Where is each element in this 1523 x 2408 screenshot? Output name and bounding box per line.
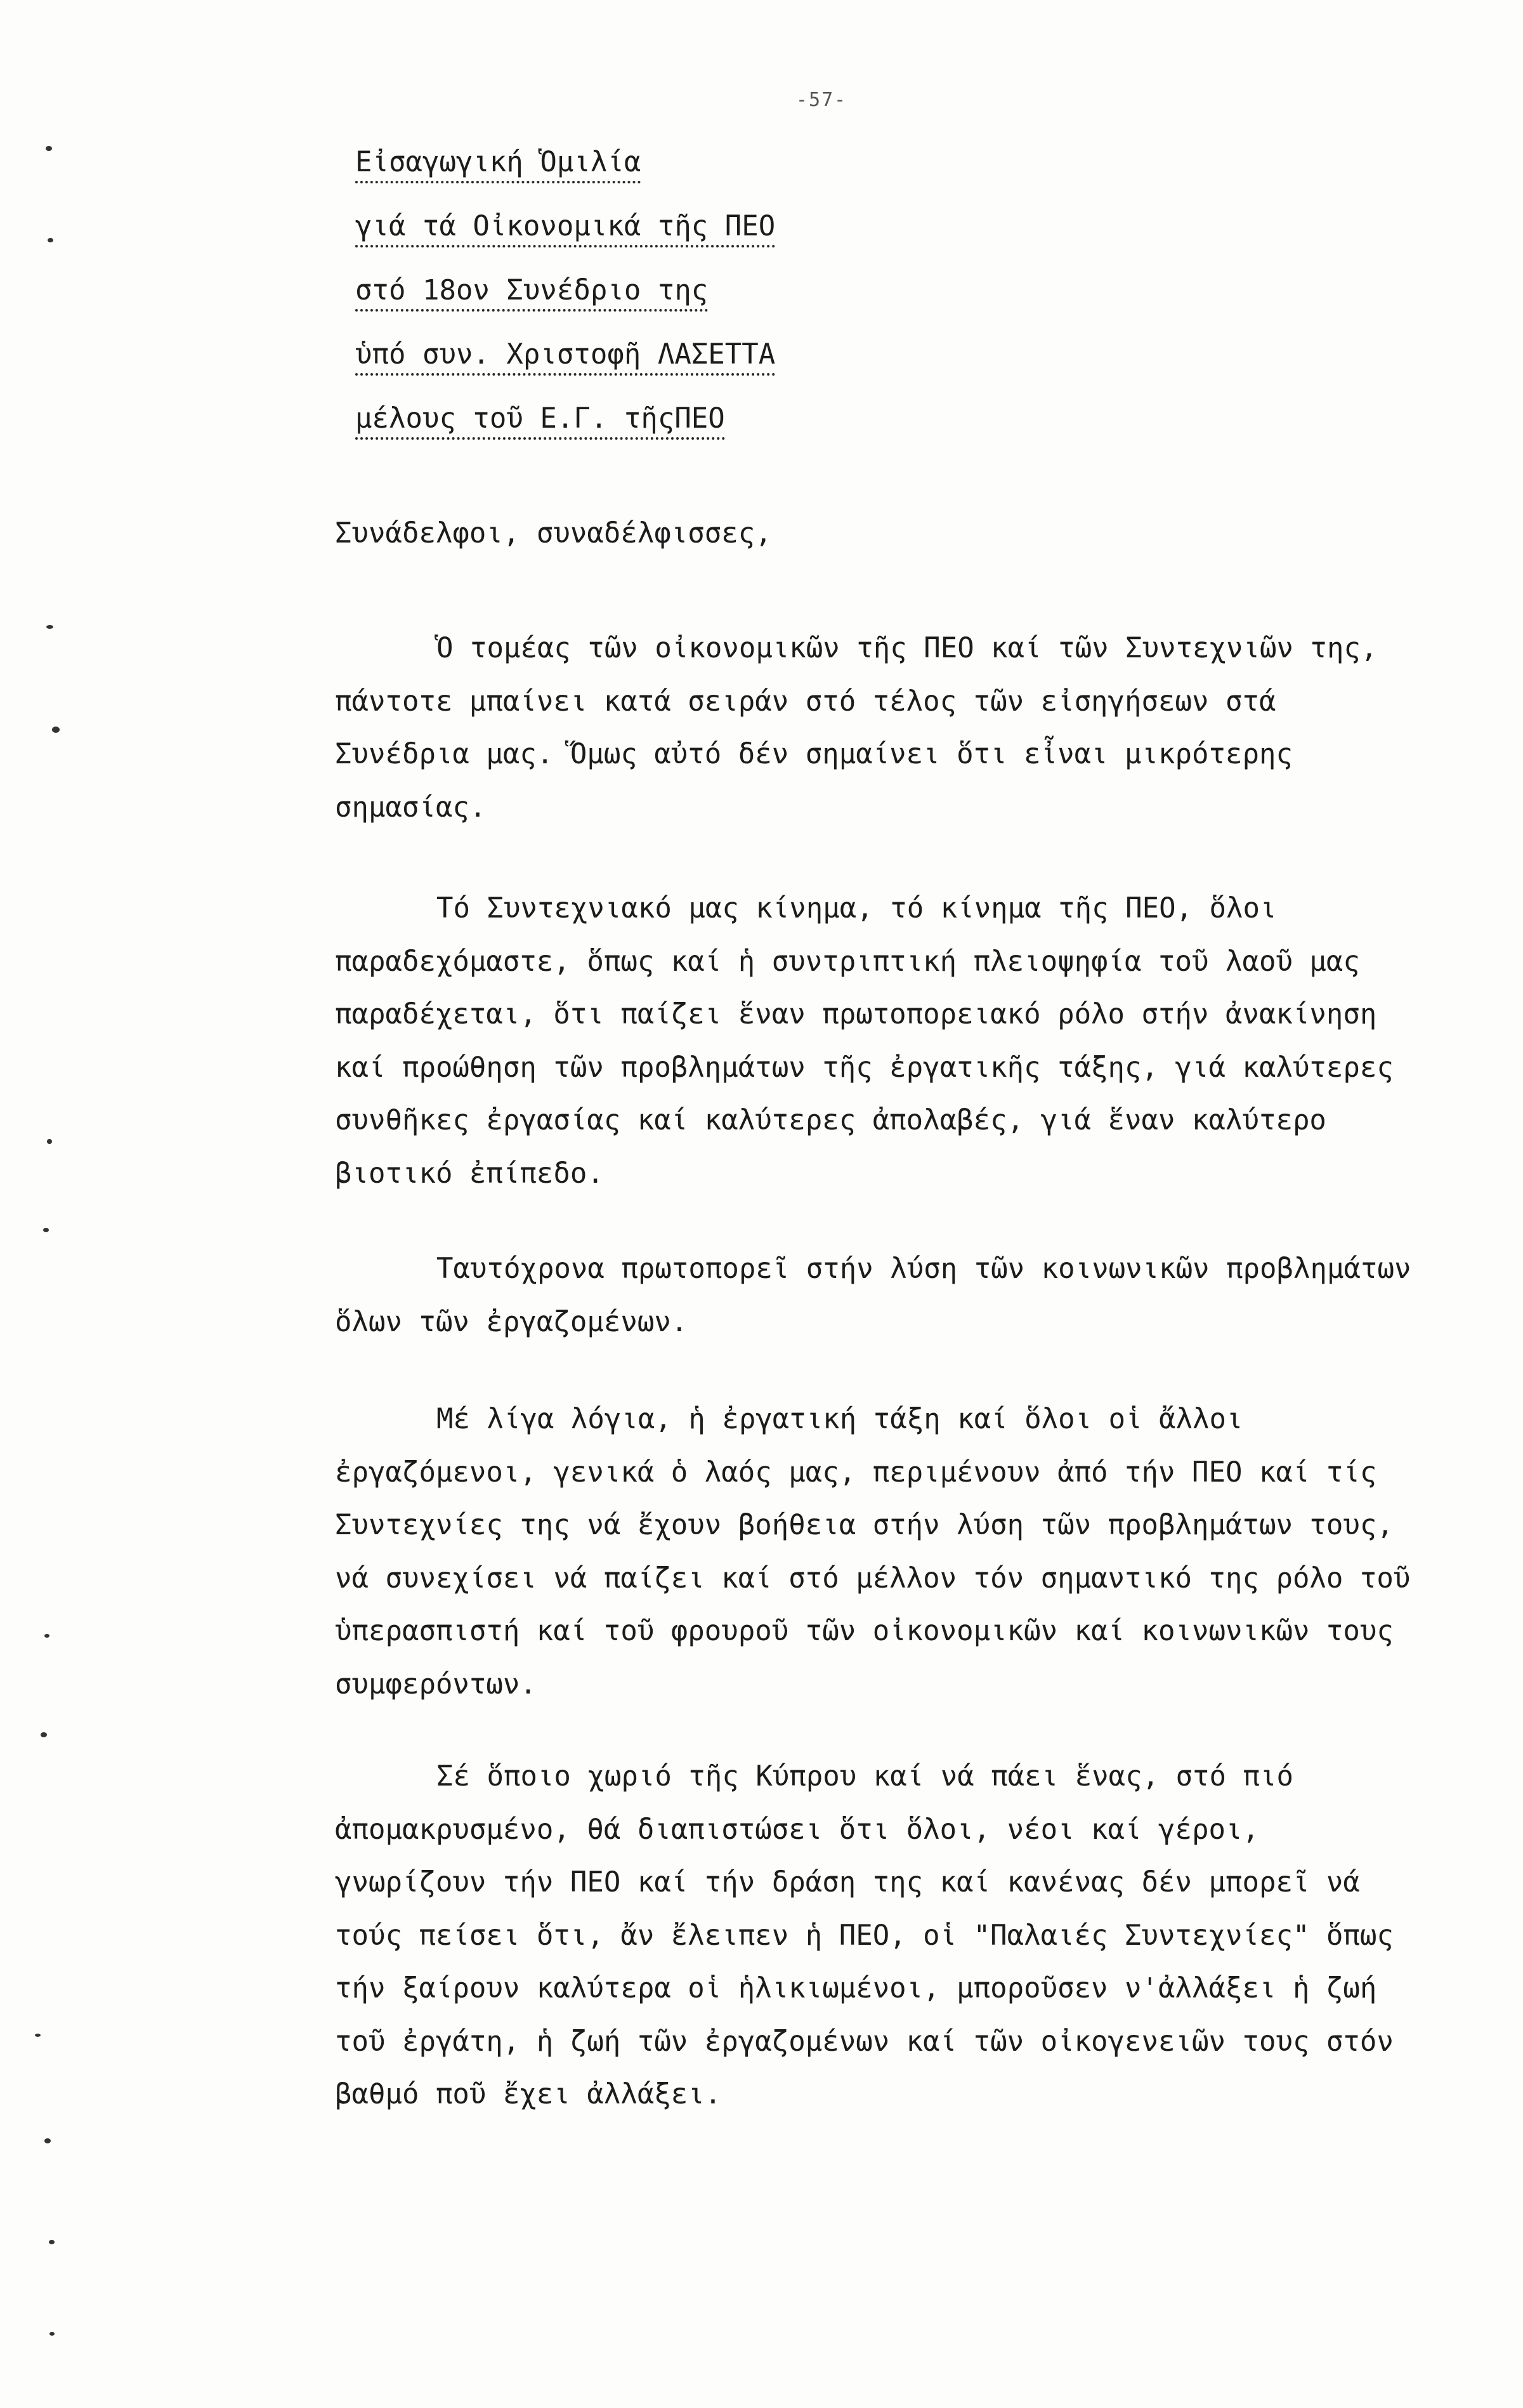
scan-speck [35, 2034, 41, 2037]
salutation: Συνάδελφοι, συναδέλφισσες, [335, 517, 772, 549]
scan-speck [46, 146, 52, 151]
title-line [355, 130, 926, 194]
body-paragraph: Ὁ τομέας τῶν οἰκονομικῶν τῆς ΠΕΟ καί τῶν Συντεχνιῶν της, πάντοτε μπαίνει κατά σειράν στό τέλος τῶν εἰσηγήσεων στά Συνέδρια μας. Ὅμως αὐτό δέν σημαίνει ὅτι εἶναι μικρότερης σημασίας. [335, 632, 1378, 824]
title-line-text: ὑπό συν. Χριστοφῆ ΛΑΣΕΤΤΑ [355, 338, 775, 376]
scan-speck [44, 1634, 49, 1638]
scan-speck [43, 1228, 49, 1232]
title-line [355, 258, 926, 322]
scan-speck [49, 2240, 55, 2244]
title-line-text: στό 18ον Συνέδριο της [355, 274, 708, 312]
scan-speck [52, 727, 60, 733]
page-number: -57- [796, 89, 847, 111]
title-line-text: Εἰσαγωγική Ὁμιλία [355, 146, 641, 183]
title-line-text: μέλους τοῦ Ε.Γ. τῆςΠΕΟ [355, 402, 725, 440]
body-paragraph: Ταυτόχρονα πρωτοπορεῖ στήν λύση τῶν κοινωνικῶν προβλημάτων ὅλων τῶν ἐργαζομένων. [335, 1253, 1411, 1338]
title-line [355, 386, 926, 451]
title-line [355, 194, 926, 258]
body-paragraph: Τό Συντεχνιακό μας κίνημα, τό κίνημα τῆς ΠΕΟ, ὅλοι παραδεχόμαστε, ὅπως καί ἡ συντριπτική πλειοψηφία τοῦ λαοῦ μας παραδέχεται, ὅτι παίζει ἕναν πρωτοπορειακό ρόλο στήν ἀνακίνηση καί προώθηση τῶν προβλημάτων τῆς ἐργατικῆς τάξης, γιά καλύτερες συνθῆκες ἐργασίας καί καλύτερες ἀπολαβές, γιά ἕναν καλύτερο βιοτικό ἐπίπεδο. [335, 892, 1394, 1190]
scan-speck [47, 1139, 52, 1144]
body-paragraph: Σέ ὅποιο χωριό τῆς Κύπρου καί νά πάει ἕνας, στό πιό ἀπομακρυσμένο, θά διαπιστώσει ὅτι ὅλοι, νέοι καί γέροι, γνωρίζουν τήν ΠΕΟ καί τήν δράση της καί κανένας δέν μπορεῖ νά τούς πείσει ὅτι, ἄν ἔλειπεν ἡ ΠΕΟ, οἱ "Παλαιές Συντεχνίες" ὅπως τήν ξαίρουν καλύτερα οἱ ἡλικιωμένοι, μποροῦσεν ν'ἀλλάξει ἡ ζωή τοῦ ἐργάτη, ἡ ζωή τῶν ἐργαζομένων καί τῶν οἰκογενειῶν τους στόν βαθμό ποῦ ἔχει ἀλλάξει. [335, 1760, 1394, 2110]
scan-speck [41, 1732, 47, 1737]
title-block [355, 130, 926, 451]
scan-speck [46, 625, 53, 629]
body-paragraph: Μέ λίγα λόγια, ἡ ἐργατική τάξη καί ὅλοι οἱ ἄλλοι ἐργαζόμενοι, γενικά ὁ λαός μας, περιμένουν ἀπό τήν ΠΕΟ καί τίς Συντεχνίες της νά ἔχουν βοήθεια στήν λύση τῶν προβλημάτων τους, νά συνεχίσει νά παίζει καί στό μέλλον τόν σημαντικό της ρόλο τοῦ ὑπερασπιστή καί τοῦ φρουροῦ τῶν οἰκονομικῶν καί κοινωνικῶν τους συμφερόντων. [335, 1403, 1411, 1701]
title-line-text: γιά τά Οἰκονομικά τῆς ΠΕΟ [355, 210, 775, 247]
title-line [355, 322, 926, 386]
scan-speck [48, 238, 53, 242]
scan-speck [44, 2138, 51, 2143]
scan-speck [49, 2332, 55, 2336]
